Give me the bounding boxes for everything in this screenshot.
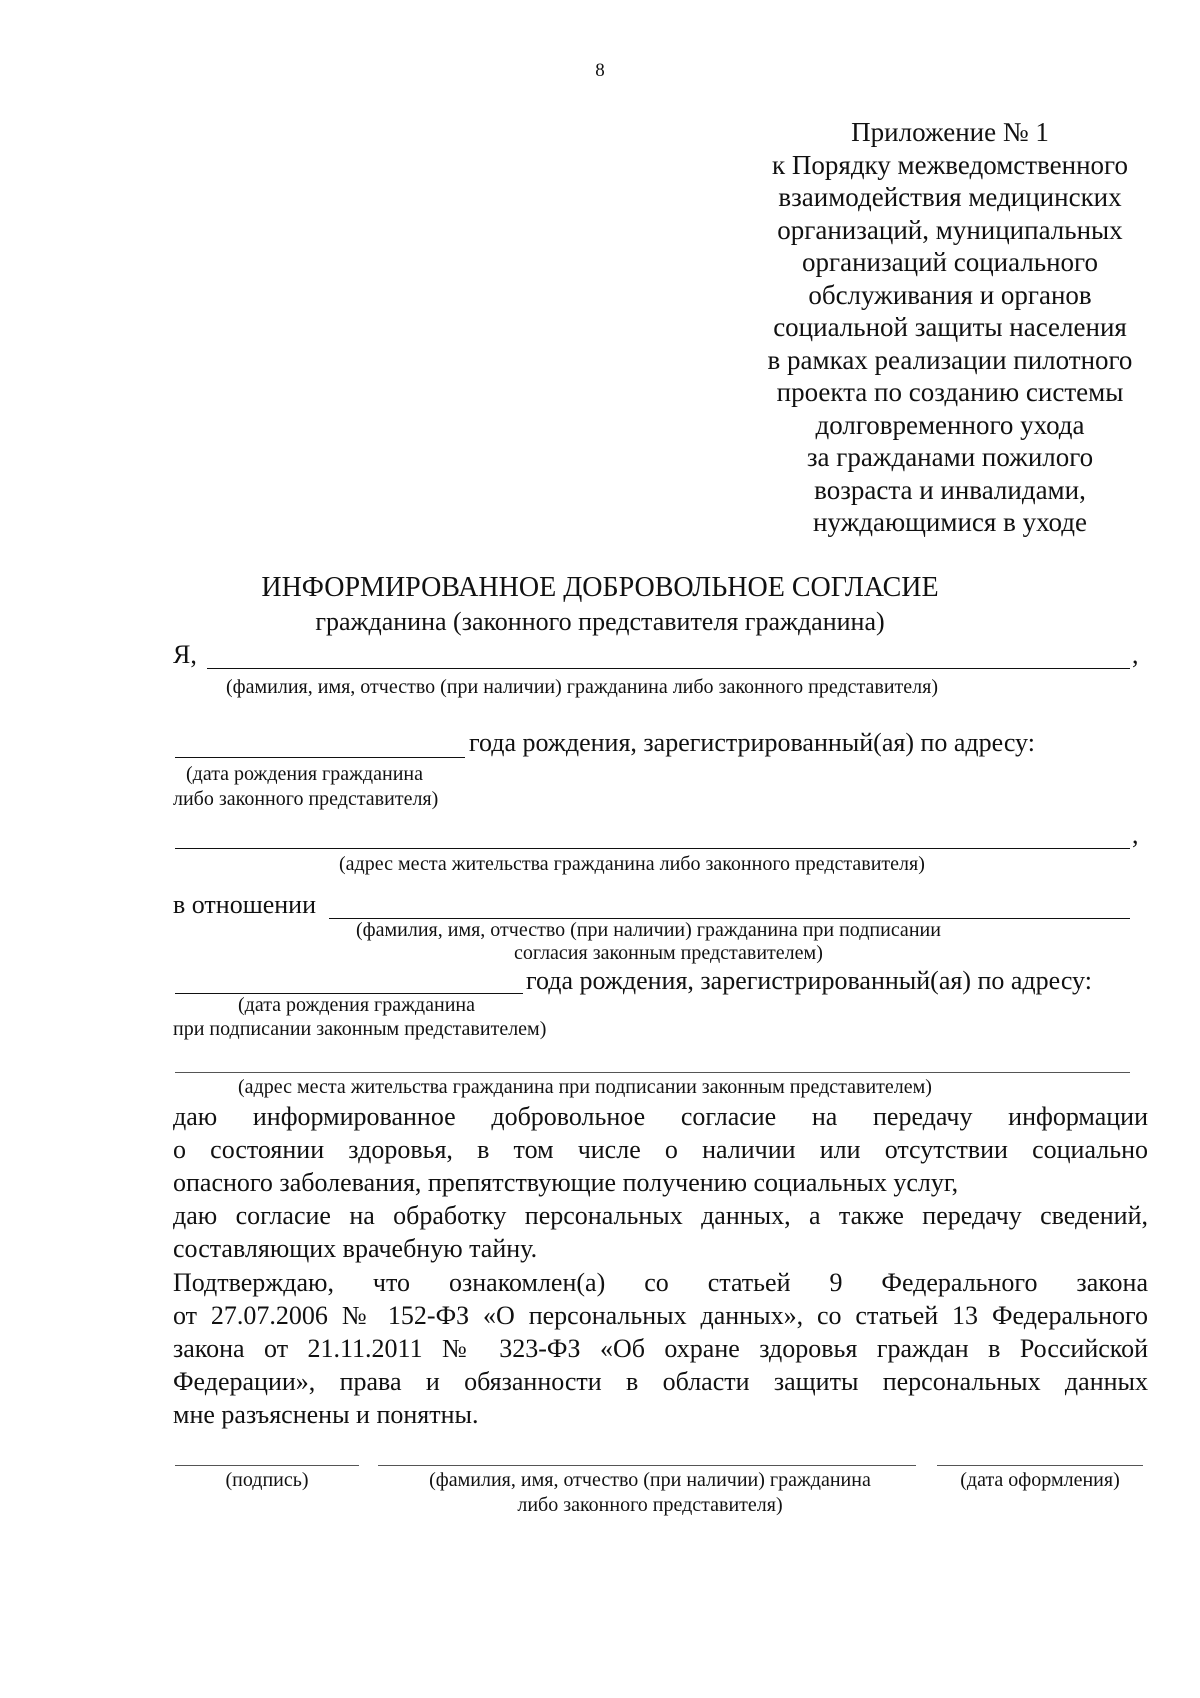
regarding-label: в отношении: [173, 890, 317, 919]
consent-paragraph-2: [173, 1199, 1148, 1265]
date-field[interactable]: [937, 1465, 1143, 1466]
birth-hint-line: (дата рождения гражданина: [186, 763, 423, 785]
birth-hint-line: при подписании законным представителем): [173, 1018, 547, 1040]
paragraph-line: даю согласие на обработку персональных данных, а также передачу сведений,: [173, 1201, 1148, 1230]
i-label: Я,: [173, 640, 197, 669]
signer-name-field[interactable]: [378, 1465, 916, 1466]
document-title: ИНФОРМИРОВАННОЕ ДОБРОВОЛЬНОЕ СОГЛАСИЕ: [261, 572, 939, 603]
paragraph-line: даю информированное добровольное согласие на передачу информации: [173, 1102, 1148, 1131]
birth-text: года рождения, зарегистрированный(ая) по адресу:: [469, 728, 1035, 757]
comma: ,: [1132, 640, 1139, 669]
comma: ,: [1132, 820, 1139, 849]
appendix-line: к Порядку межведомственного: [772, 149, 1128, 180]
appendix-line: организаций, муниципальных: [777, 214, 1123, 245]
signer-name-label-line: (фамилия, имя, отчество (при наличии) гражданина: [429, 1469, 871, 1491]
address-hint-2: (адрес места жительства гражданина при подписании законным представителем): [238, 1076, 932, 1098]
signer-name-label-line: либо законного представителя): [517, 1494, 783, 1516]
appendix-line: нуждающимися в уходе: [813, 507, 1087, 537]
address-field-2[interactable]: [175, 1072, 1130, 1073]
appendix-line: Приложение № 1: [851, 117, 1049, 147]
appendix-line: обслуживания и органов: [808, 279, 1092, 310]
address-field[interactable]: [175, 848, 1130, 849]
paragraph-line: Подтверждаю, что ознакомлен(а) со статьей 9 Федерального закона: [173, 1268, 1148, 1297]
fio-field[interactable]: [207, 668, 1130, 669]
paragraph-line: о состоянии здоровья, в том числе о наличии или отсутствии социально: [173, 1135, 1148, 1164]
page-number: 8: [595, 60, 605, 81]
regarding-hint-line: (фамилия, имя, отчество (при наличии) гражданина при подписании: [356, 919, 941, 941]
birth-hint-line: либо законного представителя): [173, 788, 439, 810]
consent-paragraph-1: [173, 1100, 1148, 1199]
consent-paragraph-3: [173, 1266, 1148, 1431]
document-subtitle: гражданина (законного представителя гражданина): [315, 607, 885, 636]
signature-label: (подпись): [225, 1469, 309, 1491]
paragraph-line: от 27.07.2006 № 152-ФЗ «О персональных данных», со статьей 13 Федерального: [173, 1301, 1148, 1330]
signature-field[interactable]: [175, 1465, 359, 1466]
birth-date-field[interactable]: [175, 757, 465, 758]
paragraph-line: составляющих врачебную тайну.: [173, 1234, 538, 1263]
appendix-header: [740, 116, 1160, 539]
paragraph-line: закона от 21.11.2011 № 323-ФЗ «Об охране здоровья граждан в Российской: [173, 1334, 1148, 1363]
paragraph-line: Федерации», права и обязанности в области защиты персональных данных: [173, 1367, 1148, 1396]
birth-hint-line: (дата рождения гражданина: [238, 994, 475, 1016]
fio-hint: (фамилия, имя, отчество (при наличии) гражданина либо законного представителя): [226, 676, 938, 698]
appendix-line: долговременного ухода: [815, 409, 1085, 440]
paragraph-line: мне разъяснены и понятны.: [173, 1400, 479, 1429]
appendix-line: социальной защиты населения: [773, 312, 1127, 342]
regarding-hint-line: согласия законным представителем): [514, 942, 823, 964]
appendix-line: взаимодействия медицинских: [778, 182, 1122, 212]
appendix-line: проекта по созданию системы: [776, 377, 1124, 407]
appendix-line: организаций социального: [802, 247, 1098, 277]
appendix-line: за гражданами пожилого: [806, 442, 1094, 472]
appendix-line: возраста и инвалидами,: [814, 474, 1086, 505]
paragraph-line: опасного заболевания, препятствующие получению социальных услуг,: [173, 1168, 959, 1197]
date-label: (дата оформления): [960, 1469, 1120, 1491]
appendix-line: в рамках реализации пилотного: [767, 344, 1133, 375]
address-hint: (адрес места жительства гражданина либо законного представителя): [339, 853, 925, 875]
birth-text-2: года рождения, зарегистрированный(ая) по адресу:: [526, 966, 1092, 995]
